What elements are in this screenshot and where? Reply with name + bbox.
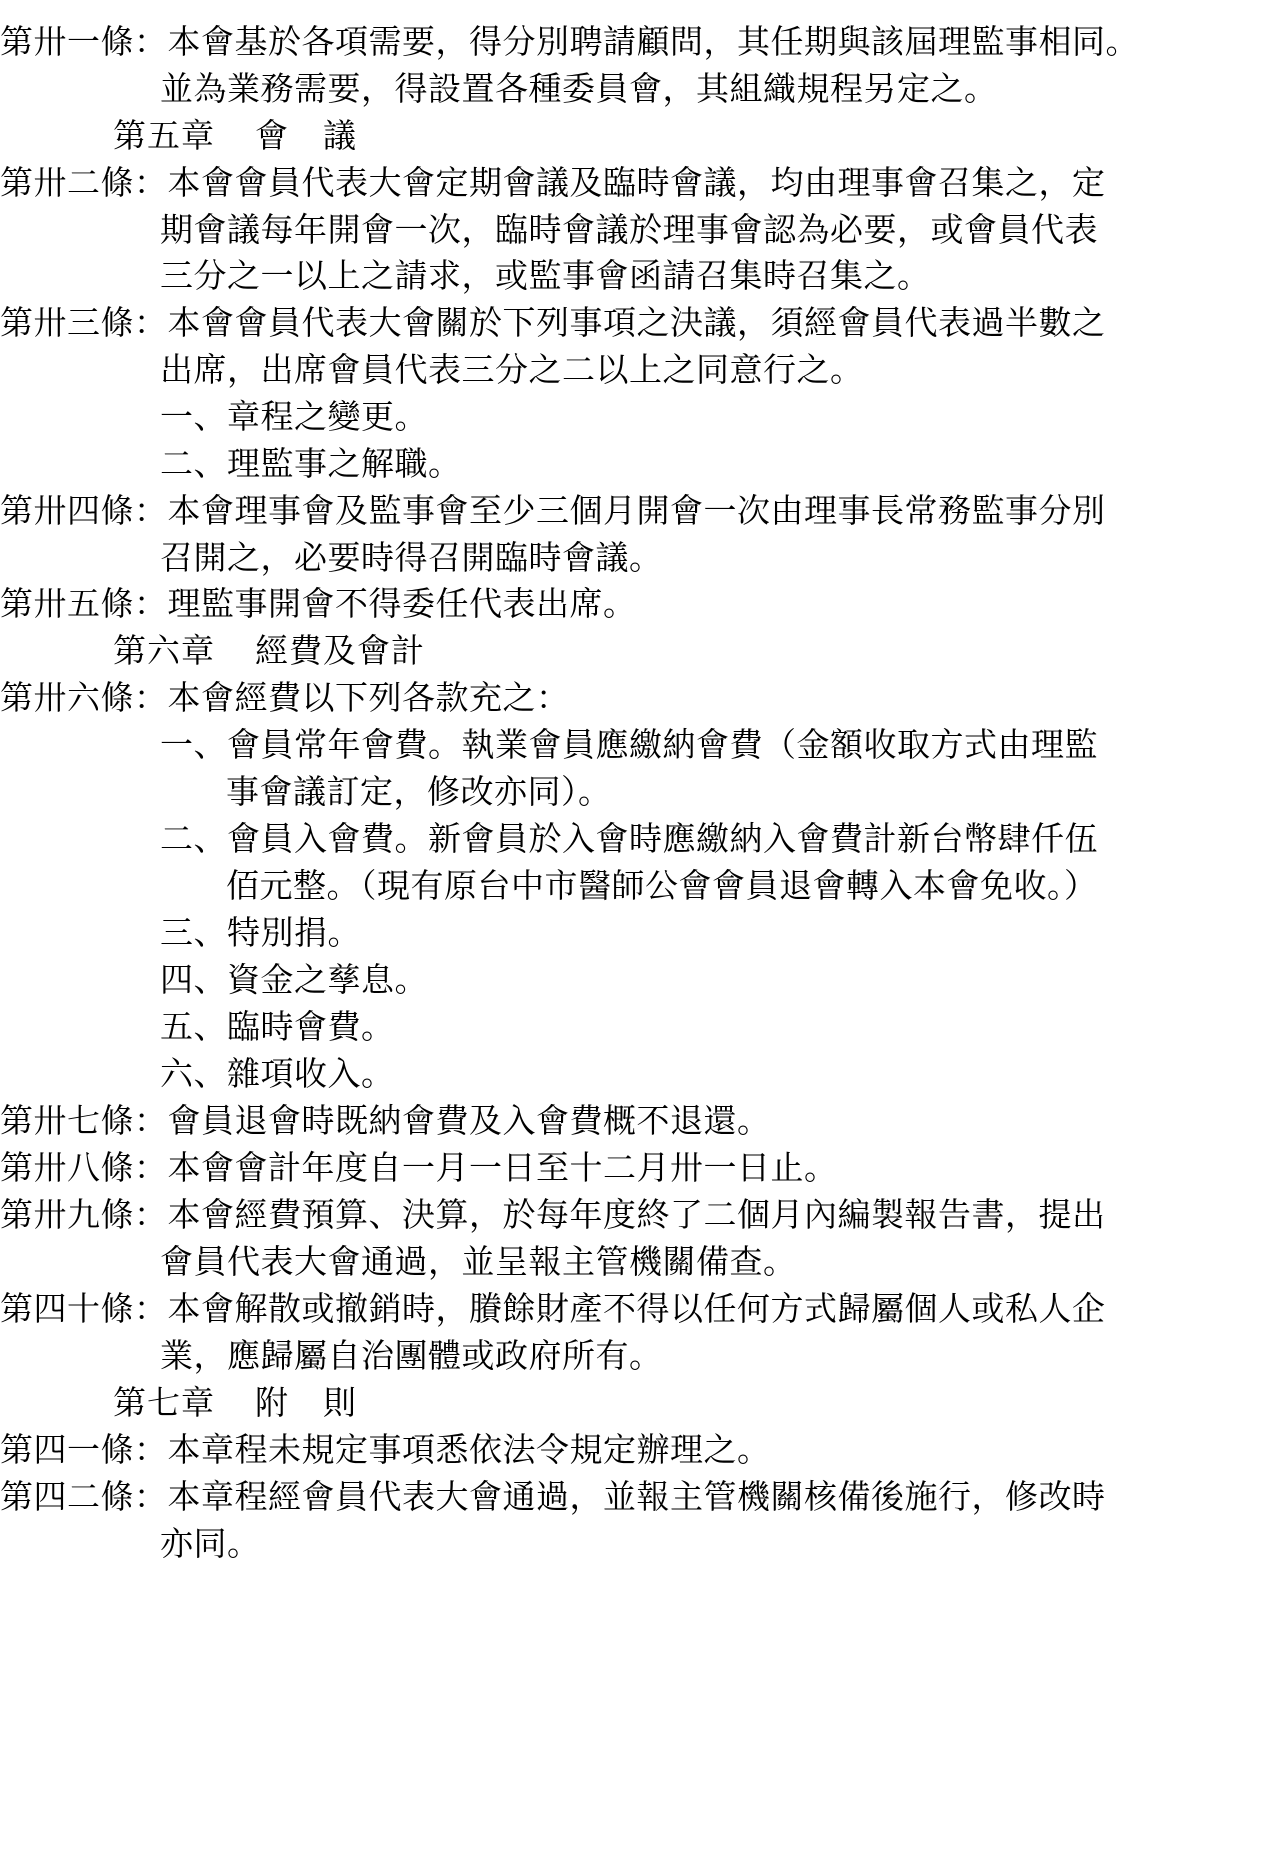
article-39-line-2: 會員代表大會通過，並呈報主管機關備查。: [160, 1242, 797, 1281]
article-label: 第卅八條：: [0, 1148, 168, 1187]
article-33-line-1: [0, 303, 1106, 343]
article-text: 本會基於各項需要，得分別聘請顧問，其任期與該屆理監事相同。: [167, 22, 1139, 61]
article-36-item-6: 六、雜項收入。: [160, 1054, 395, 1093]
article-text: 本會會計年度自一月一日至十二月卅一日止。: [167, 1148, 838, 1187]
article-label: 第卅九條：: [0, 1195, 168, 1234]
chapter-title: 經費及會計: [255, 631, 425, 670]
article-32-line-3: 三分之一以上之請求，或監事會函請召集時召集之。: [160, 256, 931, 295]
article-text: 理監事開會不得委任代表出席。: [167, 584, 637, 623]
article-36-item-3: 三、特別捐。: [160, 913, 361, 952]
chapter-7-heading: [113, 1383, 357, 1423]
article-33-line-2: 出席，出席會員代表三分之二以上之同意行之。: [160, 350, 864, 389]
article-label: 第卅六條：: [0, 678, 168, 717]
chapter-5-heading: [113, 116, 357, 156]
article-36-item-2: 二、會員入會費。新會員於入會時應繳納入會費計新台幣肆仟伍: [160, 819, 1098, 858]
article-39-line-1: [0, 1195, 1106, 1235]
article-label: 第卅七條：: [0, 1101, 168, 1140]
chapter-title: 附 則: [255, 1383, 357, 1422]
chapter-6-heading: [113, 631, 425, 671]
article-42-line-1: [0, 1477, 1106, 1517]
article-33-item-2: 二、理監事之解職。: [160, 444, 462, 483]
article-label: 第卅四條：: [0, 491, 168, 530]
article-36-item-5: 五、臨時會費。: [160, 1007, 395, 1046]
article-label: 第四二條：: [0, 1477, 168, 1516]
article-34-line-2: 召開之，必要時得召開臨時會議。: [160, 538, 663, 577]
article-33-item-1: 一、章程之變更。: [160, 397, 428, 436]
article-41-line-1: [0, 1430, 771, 1470]
article-text: 本會經費預算、決算，於每年度終了二個月內編製報告書，提出: [167, 1195, 1106, 1234]
article-36-item-4: 四、資金之孳息。: [160, 960, 428, 999]
chapter-number: 第六章: [113, 631, 215, 670]
chapter-title: 會 議: [255, 116, 357, 155]
article-36-line-1: [0, 678, 570, 718]
article-text: 本會會員代表大會關於下列事項之決議，須經會員代表過半數之: [167, 303, 1106, 342]
article-label: 第卅二條：: [0, 163, 168, 202]
article-36-item-1-cont: 事會議訂定，修改亦同）。: [226, 772, 612, 811]
article-text: 本會會員代表大會定期會議及臨時會議，均由理事會召集之，定: [167, 163, 1106, 202]
article-text: 本會解散或撤銷時，賸餘財產不得以任何方式歸屬個人或私人企: [167, 1289, 1106, 1328]
article-text: 本章程未規定事項悉依法令規定辦理之。: [167, 1430, 771, 1469]
article-36-item-1: 一、會員常年會費。執業會員應繳納會費（金額收取方式由理監: [160, 725, 1098, 764]
article-label: 第卅三條：: [0, 303, 168, 342]
article-38-line-1: [0, 1148, 838, 1188]
article-label: 第四一條：: [0, 1430, 168, 1469]
article-35-line-1: [0, 584, 637, 624]
article-text: 會員退會時既納會費及入會費概不退還。: [167, 1101, 771, 1140]
article-34-line-1: [0, 491, 1106, 531]
article-label: 第卅一條：: [0, 22, 168, 61]
article-text: 本章程經會員代表大會通過，並報主管機關核備後施行，修改時: [167, 1477, 1106, 1516]
chapter-number: 第五章: [113, 116, 215, 155]
chapter-number: 第七章: [113, 1383, 215, 1422]
article-label: 第卅五條：: [0, 584, 168, 623]
article-40-line-2: 業，應歸屬自治團體或政府所有。: [160, 1336, 663, 1375]
article-32-line-1: [0, 163, 1106, 203]
article-text: 本會理事會及監事會至少三個月開會一次由理事長常務監事分別: [167, 491, 1106, 530]
article-label: 第四十條：: [0, 1289, 168, 1328]
article-31-line-2: 並為業務需要，得設置各種委員會，其組織規程另定之。: [160, 69, 998, 108]
article-36-item-2-cont: 佰元整。（現有原台中市醫師公會會員退會轉入本會免收。）: [226, 866, 1098, 905]
article-31-line-1: [0, 22, 1139, 62]
article-40-line-1: [0, 1289, 1106, 1329]
article-text: 本會經費以下列各款充之：: [167, 678, 570, 717]
article-37-line-1: [0, 1101, 771, 1141]
article-32-line-2: 期會議每年開會一次，臨時會議於理事會認為必要，或會員代表: [160, 210, 1098, 249]
article-42-line-2: 亦同。: [160, 1524, 261, 1563]
